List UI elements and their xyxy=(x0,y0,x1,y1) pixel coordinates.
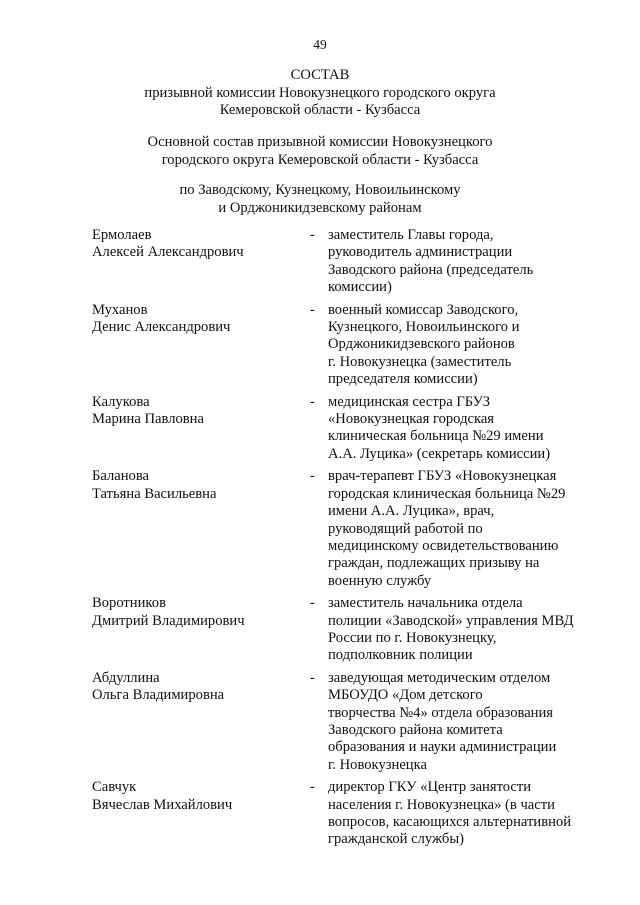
member-position xyxy=(328,779,590,849)
member-name xyxy=(92,670,310,774)
member-surname: Баланова xyxy=(92,468,150,485)
member-name xyxy=(92,468,310,590)
member-surname: Воротников xyxy=(92,595,166,612)
position-line: образования и науки администрации xyxy=(328,739,557,756)
member-entry xyxy=(92,302,592,389)
position-line: заместитель начальника отдела xyxy=(328,595,523,612)
heading-title: СОСТАВ xyxy=(290,67,350,83)
position-line: заместитель Главы города, xyxy=(328,227,494,243)
member-given-name: Дмитрий Владимирович xyxy=(92,612,245,629)
position-line: г. Новокузнецка xyxy=(328,756,427,773)
position-line: председателя комиссии) xyxy=(328,371,478,388)
member-surname: Калукова xyxy=(92,393,150,410)
position-line: полиции «Заводской» управления МВД xyxy=(328,612,574,629)
page-number: 49 xyxy=(313,37,327,52)
member-name xyxy=(92,595,310,665)
position-line: заведующая методическим отделом xyxy=(328,669,551,686)
position-line: врач-терапевт ГБУЗ «Новокузнецкая xyxy=(328,468,557,485)
member-position xyxy=(328,670,590,774)
member-dash: - xyxy=(310,779,315,796)
position-line: военный комиссар Заводского, xyxy=(328,301,519,318)
member-surname: Ермолаев xyxy=(92,227,152,243)
member-given-name: Денис Александрович xyxy=(92,319,231,336)
member-surname: Абдуллина xyxy=(92,669,160,686)
member-surname: Савчук xyxy=(92,779,137,796)
main-composition-heading xyxy=(0,134,640,169)
position-line: Заводского района (председатель xyxy=(328,261,534,278)
position-line: руководитель администрации xyxy=(328,244,513,261)
position-line: подполковник полиции xyxy=(328,647,473,664)
member-given-name: Вячеслав Михайлович xyxy=(92,796,233,813)
member-surname: Муханов xyxy=(92,301,148,318)
member-entry xyxy=(92,779,592,849)
member-entry xyxy=(92,394,592,464)
member-dash: - xyxy=(310,301,315,318)
position-line: А.А. Луцика» (секретарь комиссии) xyxy=(328,445,551,462)
member-dash: - xyxy=(310,227,315,243)
districts-heading xyxy=(0,182,640,217)
member-position xyxy=(328,394,590,464)
position-line: директор ГКУ «Центр занятости xyxy=(328,779,532,796)
member-entry xyxy=(92,468,592,590)
position-line: клиническая больница №29 имени xyxy=(328,428,544,445)
position-line: вопросов, касающихся альтернативной xyxy=(328,814,572,830)
position-line: населения г. Новокузнецка» (в части xyxy=(328,796,555,813)
member-entry xyxy=(92,670,592,774)
members-list xyxy=(92,227,592,849)
member-given-name: Марина Павловна xyxy=(92,411,204,428)
main-composition-line-2: городского округа Кемеровской области - Кузбасса xyxy=(161,151,479,168)
member-name xyxy=(92,302,310,389)
position-line: «Новокузнецкая городская xyxy=(328,411,495,428)
document-heading xyxy=(0,67,640,120)
heading-line-3: Кемеровской области - Кузбасса xyxy=(219,102,421,118)
member-position xyxy=(328,227,590,297)
member-dash: - xyxy=(310,669,315,686)
member-given-name: Ольга Владимировна xyxy=(92,687,225,704)
districts-line-2: и Орджоникидзевскому районам xyxy=(218,199,422,216)
member-entry xyxy=(92,227,592,297)
member-given-name: Алексей Александрович xyxy=(92,244,244,261)
position-line: медицинскому освидетельствованию xyxy=(328,537,559,554)
position-line: Кузнецкого, Новоильинского и xyxy=(328,319,520,336)
member-name xyxy=(92,227,310,297)
member-dash: - xyxy=(310,393,315,410)
member-given-name: Татьяна Васильевна xyxy=(92,485,217,502)
position-line: гражданской службы) xyxy=(328,831,464,848)
position-line: России по г. Новокузнецку, xyxy=(328,629,497,646)
position-line: медицинская сестра ГБУЗ xyxy=(328,393,491,410)
member-position xyxy=(328,595,590,665)
position-line: руководящий работой по xyxy=(328,520,483,537)
main-composition-line-1: Основной состав призывной комиссии Новокузнецкого xyxy=(147,134,493,150)
position-line: имени А.А. Луцика», врач, xyxy=(328,503,495,520)
position-line: военную службу xyxy=(328,572,432,589)
position-line: МБОУДО «Дом детского xyxy=(328,687,483,704)
member-position xyxy=(328,468,590,590)
member-entry xyxy=(92,595,592,665)
member-dash: - xyxy=(310,595,315,612)
position-line: комиссии) xyxy=(328,279,392,296)
position-line: Орджоникидзевского районов xyxy=(328,336,515,353)
districts-line-1: по Заводскому, Кузнецкому, Новоильинскому xyxy=(179,182,461,198)
member-name xyxy=(92,779,310,849)
position-line: граждан, подлежащих призыву на xyxy=(328,555,540,572)
heading-line-2: призывной комиссии Новокузнецкого городского округа xyxy=(144,84,496,101)
member-name xyxy=(92,394,310,464)
position-line: Заводского района комитета xyxy=(328,721,503,738)
position-line: городская клиническая больница №29 xyxy=(328,485,566,502)
position-line: творчества №4» отдела образования xyxy=(328,704,554,721)
member-dash: - xyxy=(310,468,315,485)
member-position xyxy=(328,302,590,389)
position-line: г. Новокузнецка (заместитель xyxy=(328,353,512,370)
